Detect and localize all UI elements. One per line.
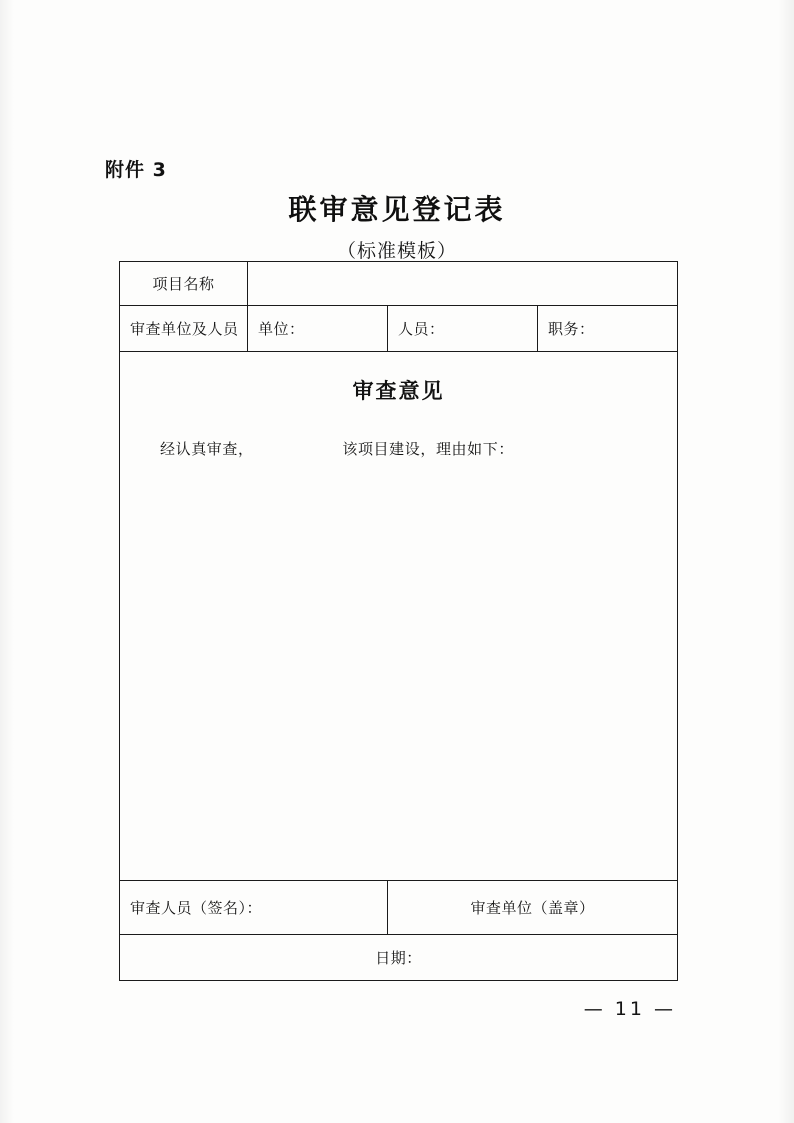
review-unit-person-label: 审查单位及人员 [120, 306, 248, 352]
review-opinion-cell[interactable] [120, 352, 678, 881]
person-field[interactable]: 人员： [388, 306, 538, 352]
project-name-label: 项目名称 [120, 262, 248, 306]
reviewer-signature-field[interactable]: 审查人员（签名）： [120, 881, 388, 935]
table-row [120, 306, 678, 352]
review-opinion-form [119, 261, 677, 981]
attachment-label: 附件 3 [105, 159, 167, 181]
review-opinion-heading: 审查意见 [352, 379, 445, 403]
duty-field[interactable]: 职务： [538, 306, 678, 352]
unit-field[interactable]: 单位： [248, 306, 388, 352]
page-title: 联审意见登记表 [288, 193, 506, 226]
review-unit-seal-field[interactable]: 审查单位（盖章） [388, 881, 678, 935]
table-row [120, 935, 678, 981]
table-row [120, 352, 678, 881]
review-opinion-prompt [160, 438, 514, 459]
table-row [120, 881, 678, 935]
page-number: — 11 — [583, 998, 676, 1020]
page-subtitle: （标准模板） [336, 240, 457, 262]
project-name-input[interactable] [248, 262, 678, 306]
table-row [120, 262, 678, 306]
review-opinion-prompt-part1: 经认真审查， [160, 440, 254, 458]
date-field[interactable]: 日期： [120, 935, 678, 981]
review-opinion-prompt-part2: 该项目建设，理由如下： [342, 440, 514, 458]
